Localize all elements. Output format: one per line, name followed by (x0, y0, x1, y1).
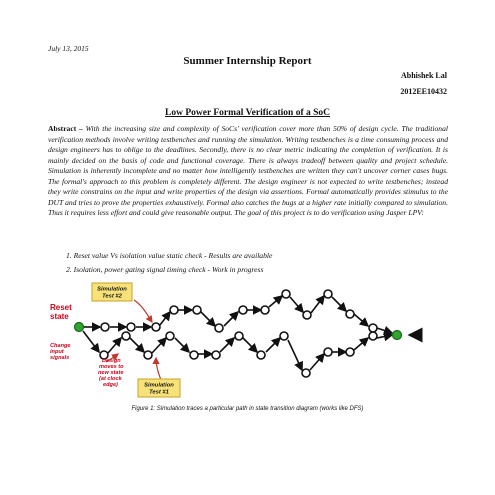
transition-arrow (332, 297, 346, 311)
transition-arrow (290, 297, 303, 312)
transition-arrow (224, 312, 238, 326)
transition-arrow (83, 331, 99, 352)
state-node (257, 351, 265, 359)
state-node (101, 323, 109, 331)
annotation-arrow (134, 300, 152, 322)
transition-arrow (243, 338, 257, 352)
svg-text:Simulation: Simulation (144, 382, 174, 389)
report-date: July 13, 2015 (48, 44, 89, 53)
transition-arrow (269, 296, 282, 307)
state-node (261, 306, 269, 314)
transition-arrow (377, 328, 392, 333)
transition-arrow (108, 338, 121, 353)
state-node (235, 332, 243, 340)
state-node (369, 332, 377, 340)
transition-arrow (130, 338, 144, 352)
transition-arrow (175, 338, 189, 352)
transition-arrow (311, 296, 324, 313)
change-input-label: Change input signals (50, 343, 71, 361)
state-node (193, 306, 201, 314)
state-node (282, 290, 290, 298)
transition-arrow (160, 312, 170, 325)
state-node (239, 306, 247, 314)
paper-title: Low Power Formal Verification of a SoC (165, 108, 330, 118)
transition-arrow (288, 340, 302, 370)
state-node (346, 348, 354, 356)
final-state-node (393, 331, 402, 340)
transition-arrow (201, 312, 215, 326)
state-node (324, 290, 332, 298)
abstract-lead: Abstract – (48, 124, 83, 133)
reset-state-node (75, 323, 84, 332)
state-node (152, 323, 160, 331)
svg-text:Test #1: Test #1 (149, 389, 169, 396)
report-title: Summer Internship Report (183, 55, 312, 67)
transition-arrow (354, 314, 368, 326)
transition-arrow (377, 335, 392, 338)
reset-state-label: Reset state (50, 303, 72, 321)
figure-caption: Figure 1: Simulation traces a particular path in state transition diagram (works like DFS) (131, 406, 364, 412)
transition-arrow (310, 354, 324, 370)
abstract-body: With the increasing size and complexity of SoCs' verification cover more than 50% of design cycle. The traditional verification methods involve writing testbenches and running the simulation. Writing testbenches is a time consuming process and design engineers has to oblige to the deadlines. Secondly, there is no clear metric indicating the completion of verification. It is mainly decided on the basis of code and functional coverage. There is always tradeoff between quality and project schedule. Simulation is inherently incomplete and no matter how intelligently testbenches are written they can't uncover corner cases bugs. The formal's approach to this problem is completely different. The design engineer is not expected to write testbenches; instead they write constrains on the input and write properties of the design via assertions. Formal automatically provides stimulus to the DUT and tries to prove the properties exhaustively. Formal also catches the bugs at a higher rate initially compared to simulation. Thus it requires less effort and could give reasonable output. The goal of this project is to do verification using Jasper LPV: (48, 124, 449, 217)
state-node (144, 351, 152, 359)
transition-arrow (152, 338, 166, 353)
state-node (170, 306, 178, 314)
transition-arrow (266, 338, 280, 352)
design-moves-label: Design moves to new state (at clock edge) (98, 358, 124, 388)
state-node (127, 323, 135, 331)
state-node (215, 324, 223, 332)
callout-simulation-test-2 (92, 283, 132, 301)
state-node (324, 348, 332, 356)
state-node (369, 324, 377, 332)
svg-text:Simulation: Simulation (97, 286, 127, 293)
state-node (166, 332, 174, 340)
state-node (212, 351, 220, 359)
list-item-2: 2. Isolation, power gating signal timing check - Work in progress (66, 265, 264, 274)
state-node (303, 311, 311, 319)
abstract-paragraph (48, 124, 448, 219)
author-name: Abhishek Lal (400, 71, 447, 80)
state-node (346, 310, 354, 318)
state-node (122, 332, 130, 340)
roll-number: 2012EE10432 (400, 87, 447, 96)
svg-text:Test #2: Test #2 (102, 293, 122, 300)
annotation-arrow (156, 358, 161, 380)
list-item-1: 1. Reset value Vs isolation value static check - Results are available (66, 251, 273, 260)
state-node (280, 332, 288, 340)
state-transition-diagram (48, 280, 440, 402)
transition-arrow (220, 338, 234, 352)
state-node (302, 369, 310, 377)
callout-simulation-test-1 (138, 379, 180, 397)
transition-arrow (354, 338, 368, 350)
state-node (190, 351, 198, 359)
